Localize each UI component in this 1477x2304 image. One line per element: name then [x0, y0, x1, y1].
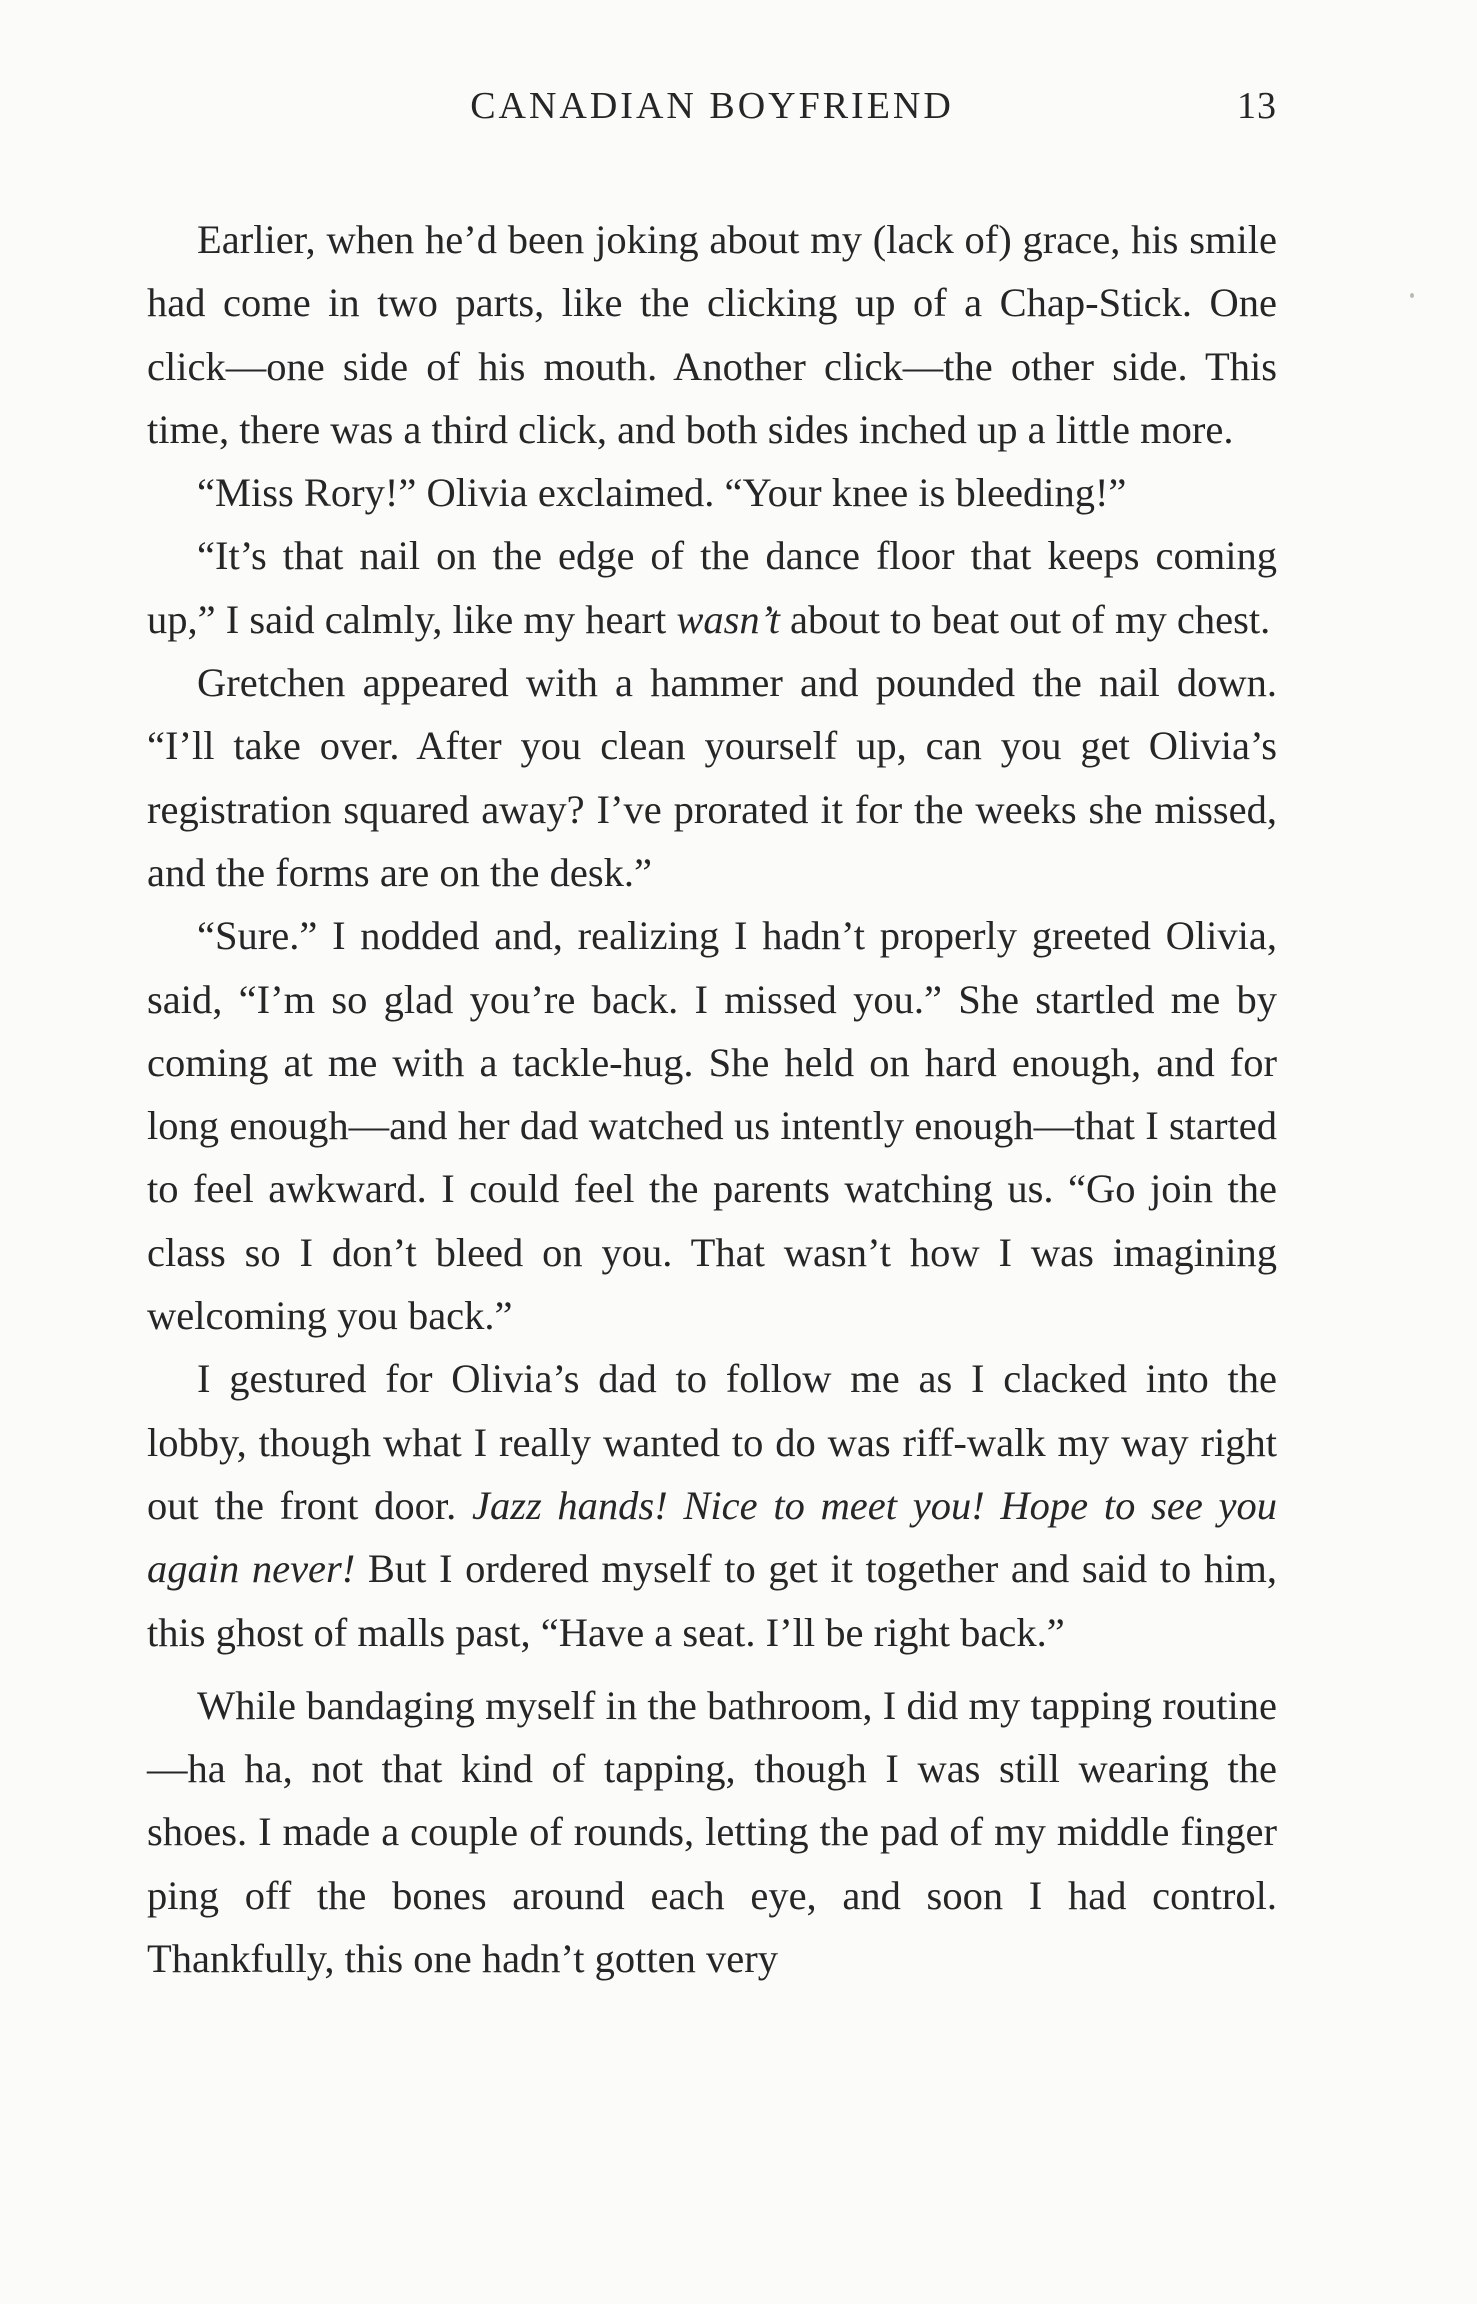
paragraph [147, 904, 1277, 1347]
body-text [147, 208, 1277, 1990]
paragraph-text: Gretchen appeared with a hammer and pounded the nail down. “I’ll take over. After you clean yourself up, can you get Olivia’s registration squared away? I’ve prorated it for the weeks she missed, and the forms are on the desk.” [147, 660, 1277, 895]
italic-text: wasn’t [676, 596, 780, 642]
italic-text: Jazz hands! Nice to meet you! Hope to see you again never! [147, 1482, 1277, 1592]
paragraph-text: Earlier, when he’d been joking about my (lack of) grace, his smile had come in two parts, like the clicking up of a Chap-Stick. One click—one side of his mouth. Another click—the other side. This time, there was a third click, and both sides inched up a little more. [147, 217, 1277, 452]
paragraph [147, 461, 1277, 524]
paragraph [147, 651, 1277, 904]
scan-speck [1410, 293, 1414, 298]
paragraph-text: about to beat out of my chest. [779, 596, 1271, 642]
paragraph-text: “It’s that nail on the edge of the dance floor that keeps coming up,” I said calmly, like my heart [147, 533, 1277, 642]
running-head [147, 84, 1277, 144]
paragraph [147, 524, 1277, 651]
running-head-title: CANADIAN BOYFRIEND [470, 85, 954, 127]
paragraph-text: But I ordered myself to get it together and said to him, this ghost of malls past, “Have a seat. I’ll be right back.” [147, 1546, 1277, 1655]
paragraph-text: “Sure.” I nodded and, realizing I hadn’t properly greeted Olivia, said, “I’m so glad you’re back. I missed you.” She startled me by coming at me with a tackle-hug. She held on hard enough, and for long enough—and her dad watched us intently enough—that I started to feel awkward. I could feel the parents watching us. “Go join the class so I don’t bleed on you. That wasn’t how I was imagining welcoming you back.” [147, 913, 1277, 1339]
paragraph [147, 208, 1277, 461]
paragraph [147, 1347, 1277, 1663]
paragraph-text: While bandaging myself in the bathroom, I did my tapping routine—ha ha, not that kind of tapping, though I was still wearing the shoes. I made a couple of rounds, letting the pad of my middle finger ping off the bones around each eye, and soon I had control. Thankfully, this one hadn’t gotten very [147, 1682, 1277, 1982]
paragraph-text: “Miss Rory!” Olivia exclaimed. “Your knee is bleeding!” [197, 470, 1127, 516]
paragraph [147, 1674, 1277, 1990]
page-number: 13 [1237, 85, 1277, 127]
paragraph-text: I gestured for Olivia’s dad to follow me as I clacked into the lobby, though what I really wanted to do was riff-walk my way right out the front door. [147, 1356, 1277, 1528]
